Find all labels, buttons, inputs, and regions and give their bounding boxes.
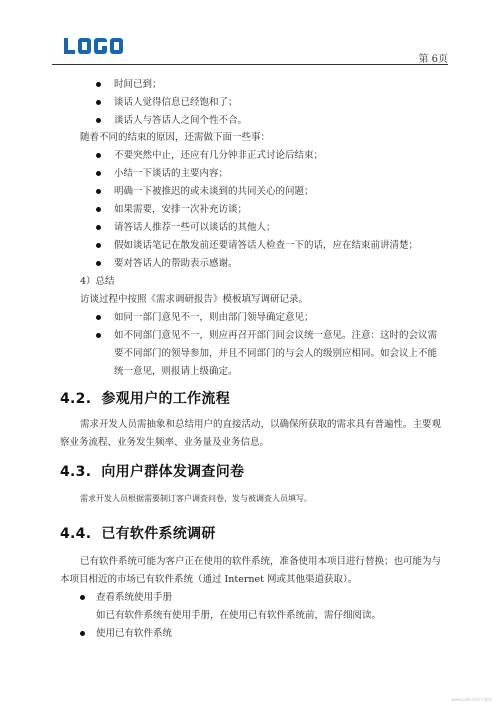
bullet-icon bbox=[96, 171, 101, 176]
bullet-icon bbox=[96, 189, 101, 194]
bullet-icon bbox=[96, 207, 101, 212]
paragraph: 已有软件系统可能为客户正在使用的软件系统，准备使用本项目进行替换；也可能为与 bbox=[80, 556, 442, 567]
section-title: 向用户群体发调查问卷 bbox=[101, 464, 245, 480]
bullet-icon bbox=[80, 631, 85, 636]
paragraph: 需求开发人员需抽象和总结用户的直接活动，以确保所获取的需求具有普遍性。主要观 bbox=[80, 419, 442, 430]
bullet-icon bbox=[96, 333, 101, 338]
paragraph: 需求开发人员根据需要制订客户调查问卷，发与被调查人员填写。 bbox=[80, 494, 312, 503]
paragraph: 随着不同的结束的原因，还需做下面一些事： bbox=[80, 132, 271, 143]
list-item: 查看系统使用手册 bbox=[96, 592, 173, 603]
list-item: 要对答话人的帮助表示感谢。 bbox=[114, 258, 238, 269]
section-heading bbox=[60, 523, 216, 543]
logo-mark bbox=[64, 36, 128, 56]
bullet-icon bbox=[96, 225, 101, 230]
list-item: 时间已到； bbox=[114, 79, 162, 90]
paragraph: 访谈过程中按照《需求调研报告》模板填写调研记录。 bbox=[80, 294, 309, 305]
section-number: 4.4. bbox=[60, 526, 92, 542]
header-divider bbox=[52, 64, 448, 65]
bullet-icon bbox=[96, 100, 101, 105]
paragraph: 本项目相近的市场已有软件系统（通过 Internet 网或其他渠道获取）。 bbox=[60, 574, 358, 585]
list-item-continuation: 统一意见，则报请上级确定。 bbox=[114, 366, 238, 377]
section-number: 4.2. bbox=[60, 391, 92, 407]
section-title: 参观用户的工作流程 bbox=[101, 391, 231, 407]
logo bbox=[64, 36, 128, 56]
section-title: 已有软件系统调研 bbox=[101, 526, 216, 542]
bullet-icon bbox=[96, 153, 101, 158]
list-item-detail: 如已有软件系统有使用手册，在使用已有软件系统前，需仔细阅读。 bbox=[96, 610, 382, 621]
watermark: www.com·资料下载站 bbox=[451, 697, 492, 702]
list-item: 小结一下谈话的主要内容； bbox=[114, 168, 229, 179]
bullet-icon bbox=[96, 82, 101, 87]
bullet-icon bbox=[96, 261, 101, 266]
list-item: 请答话人推荐一些可以谈话的其他人； bbox=[114, 222, 276, 233]
bullet-icon bbox=[96, 118, 101, 123]
list-item: 明确一下被推迟的或未谈到的共同关心的问题； bbox=[114, 186, 314, 197]
subheading: 4）总结 bbox=[80, 276, 115, 287]
section-heading bbox=[60, 388, 230, 408]
list-item: 不要突然中止，还应有几分钟非正式讨论后结束； bbox=[114, 150, 324, 161]
section-number: 4.3. bbox=[60, 464, 92, 480]
bullet-icon bbox=[96, 315, 101, 320]
section-heading bbox=[60, 461, 244, 481]
list-item: 谈话人与答话人之间个性不合。 bbox=[114, 115, 248, 126]
list-item: 使用已有软件系统 bbox=[96, 628, 173, 639]
paragraph: 察业务流程、业务发生频率、业务量及业务信息。 bbox=[60, 437, 270, 448]
list-item: 如果需要，安排一次补充访谈； bbox=[114, 204, 248, 215]
bullet-icon bbox=[80, 595, 85, 600]
page-number: 第 6页 bbox=[418, 54, 448, 65]
list-item-continuation: 要不同部门的领导参加，并且不同部门的与会人的级别应相同。如会议上不能 bbox=[114, 348, 438, 359]
list-item: 谈话人觉得信息已经饱和了； bbox=[114, 97, 238, 108]
bullet-icon bbox=[96, 243, 101, 248]
list-item: 如不同部门意见不一，则应再召开部门间会议统一意见。注意：这时的会议需 bbox=[114, 330, 438, 341]
list-item: 假如谈话笔记在散发前还要请答话人检查一下的话，应在结束前讲清楚； bbox=[114, 240, 419, 251]
list-item: 如同一部门意见不一，则由部门领导确定意见； bbox=[114, 312, 314, 323]
